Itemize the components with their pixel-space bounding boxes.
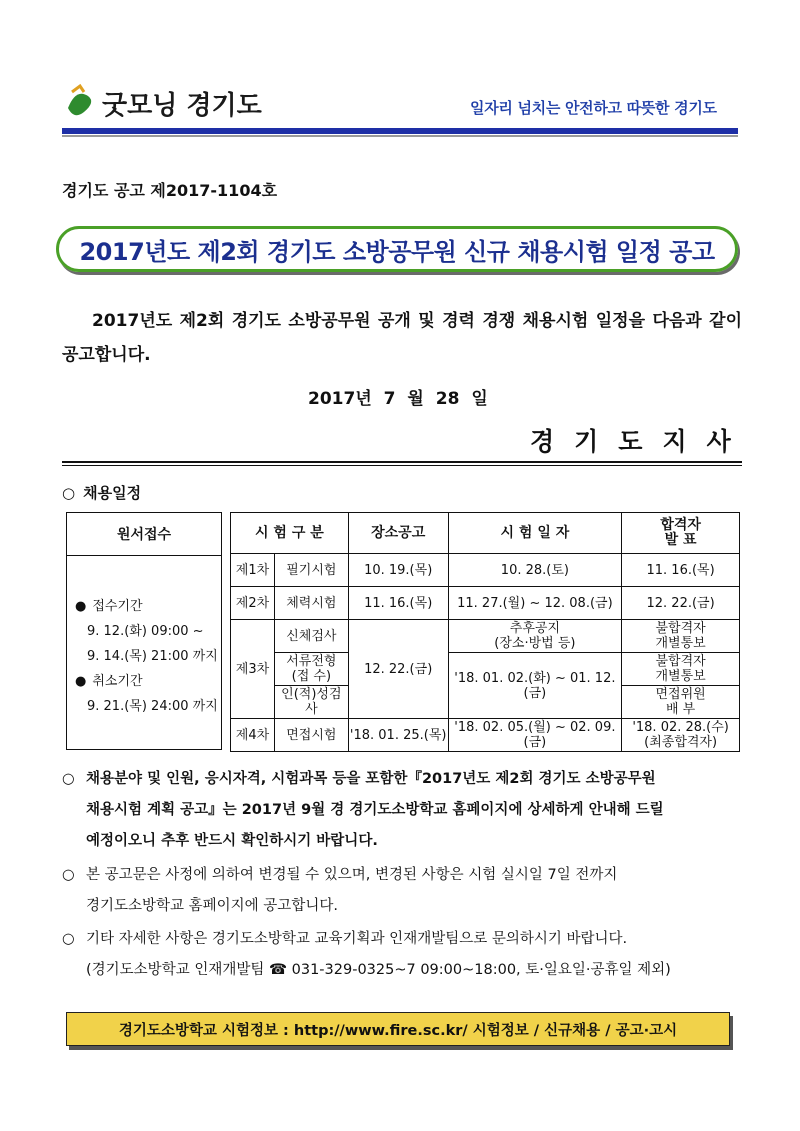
circle-bullet-icon: ○ — [62, 931, 75, 947]
venue-cell: 12. 22.(금) — [348, 620, 448, 719]
note-plan-announcement: ○ 채용분야 및 인원, 응시자격, 시험과목 등을 포함한『2017년도 제2회 경기도 소방공무원 채용시험 계획 공고』는 2017년 9월 경 경기도소방학교 홈페이지에 상세하게 안내해 드릴 예정이오니 추후 반드시 확인하시기 바랍니다. — [62, 764, 746, 857]
table-row — [231, 587, 740, 620]
exam-cell: 면접시험 — [274, 719, 348, 752]
stage-cell: 제3차 — [231, 620, 275, 719]
result-cell: 11. 16.(목) — [622, 554, 740, 587]
result-cell: '18. 02. 28.(수) (최종합격자) — [622, 719, 740, 752]
stage-cell: 제2차 — [231, 587, 275, 620]
table-row — [231, 719, 740, 752]
schedule-table — [230, 512, 740, 752]
svg-text:굿모닝 경기도: 굿모닝 경기도 — [102, 91, 262, 121]
circle-bullet-icon: ○ — [62, 484, 76, 502]
page-title: 2017년도 제2회 경기도 소방공무원 신규 채용시험 일정 공고 — [79, 237, 715, 266]
application-header: 원서접수 — [67, 513, 221, 556]
receipt-period-label: ● 접수기간 — [75, 599, 143, 614]
header-result: 합격자 발 표 — [622, 513, 740, 554]
gyeonggi-logo — [62, 82, 282, 124]
result-cell: 면접위원 배 부 — [622, 686, 740, 719]
result-cell: 불합격자 개별통보 — [622, 620, 740, 653]
receipt-start: 9. 12.(화) 09:00 ~ — [87, 624, 204, 639]
notice-number: 경기도 공고 제2017-1104호 — [62, 181, 278, 200]
exam-cell: 신체검사 — [274, 620, 348, 653]
header-exam-type: 시 험 구 분 — [231, 513, 349, 554]
circle-bullet-icon: ○ — [62, 867, 75, 883]
date-cell: 추후공지 (장소·방법 등) — [448, 620, 622, 653]
section-title: ○ 채용일정 — [62, 484, 142, 502]
header-venue-notice: 장소공고 — [348, 513, 448, 554]
stage-cell: 제1차 — [231, 554, 275, 587]
dot-bullet-icon: ● — [75, 674, 87, 689]
date-cell: 10. 28.(토) — [448, 554, 622, 587]
result-cell: 12. 22.(금) — [622, 587, 740, 620]
stage-cell: 제4차 — [231, 719, 275, 752]
cancel-period-label: ● 취소기간 — [75, 674, 143, 689]
venue-cell: 10. 19.(목) — [348, 554, 448, 587]
table-header-row — [231, 513, 740, 554]
exam-cell: 서류전형 (접 수) — [274, 653, 348, 686]
exam-cell: 체력시험 — [274, 587, 348, 620]
intro-paragraph: 2017년도 제2회 경기도 소방공무원 공개 및 경력 경쟁 채용시험 일정을 다음과 같이 공고합니다. — [62, 311, 742, 365]
header-exam-date: 시 험 일 자 — [448, 513, 622, 554]
circle-bullet-icon: ○ — [62, 771, 75, 787]
result-cell: 불합격자 개별통보 — [622, 653, 740, 686]
application-box — [66, 512, 222, 750]
header-rule-shadow — [62, 135, 738, 137]
table-row — [231, 653, 740, 686]
cancel-end: 9. 21.(목) 24:00 까지 — [87, 699, 218, 714]
divider-thin — [62, 465, 742, 466]
venue-cell: 11. 16.(목) — [348, 587, 448, 620]
receipt-end: 9. 14.(목) 21:00 까지 — [87, 649, 218, 664]
exam-cell: 필기시험 — [274, 554, 348, 587]
venue-cell: '18. 01. 25.(목) — [348, 719, 448, 752]
dot-bullet-icon: ● — [75, 599, 87, 614]
table-row — [231, 554, 740, 587]
date-cell: 11. 27.(월) ~ 12. 08.(금) — [448, 587, 622, 620]
header-rule — [62, 128, 738, 134]
table-row — [231, 620, 740, 653]
issuer-name: 경기도지사 — [530, 427, 751, 456]
note-contact: ○ 기타 자세한 사항은 경기도소방학교 교육기획과 인재개발팀으로 문의하시기 바랍니다. (경기도소방학교 인재개발팀 ☎ 031-329-0325~7 09:00~18:00, 토·일요일·공휴일 제외) — [62, 924, 746, 986]
notice-date: 2017년 7 월 28 일 — [308, 389, 488, 409]
date-cell: '18. 02. 05.(월) ~ 02. 09.(금) — [448, 719, 622, 752]
note-changes: ○ 본 공고문은 사정에 의하여 변경될 수 있으며, 변경된 사항은 시험 실시일 7일 전까지 경기도소방학교 홈페이지에 공고합니다. — [62, 860, 746, 922]
exam-cell: 인(적)성검사 — [274, 686, 348, 719]
footer-exam-info[interactable]: 경기도소방학교 시험정보 : http://www.fire.sc.kr/ 시험정보 / 신규채용 / 공고·고시 — [66, 1012, 730, 1046]
header-slogan: 일자리 넘치는 안전하고 따뜻한 경기도 — [470, 99, 717, 117]
title-box — [56, 226, 738, 272]
date-cell: '18. 01. 02.(화) ~ 01. 12.(금) — [448, 653, 622, 719]
divider — [62, 461, 742, 463]
